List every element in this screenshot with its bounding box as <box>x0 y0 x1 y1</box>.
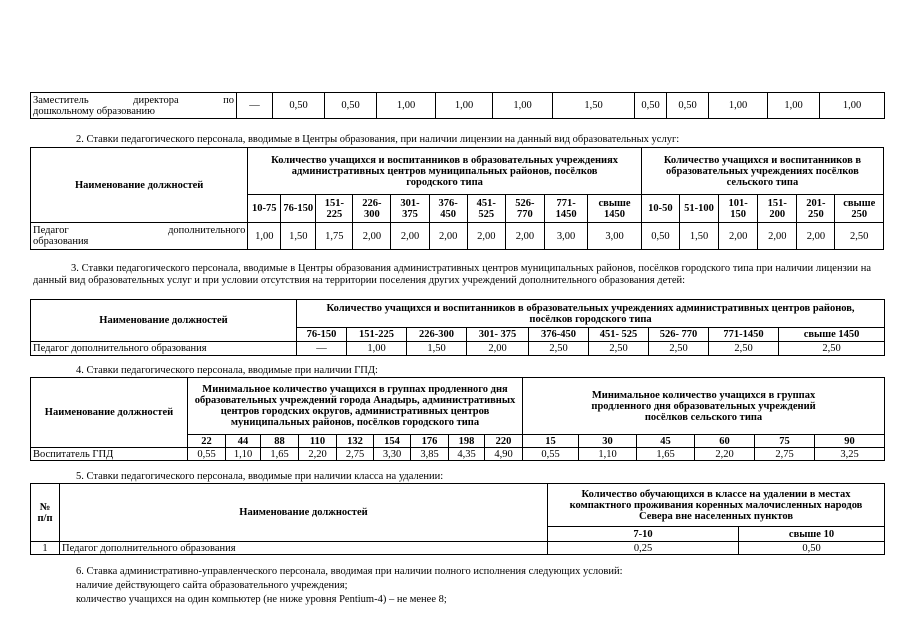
position-name-line2: дошкольному образованию <box>33 105 155 117</box>
range-header: свыше 1450 <box>779 328 885 342</box>
rate-cell: 1,00 <box>377 93 436 119</box>
number-column-header: № п/п <box>31 484 60 542</box>
rate-cell: 2,20 <box>299 448 337 461</box>
rate-cell: 3,25 <box>815 448 885 461</box>
rate-cell: 2,00 <box>353 223 391 250</box>
section-6-heading: 6. Ставка административно-управленческого персонала, вводимая при наличии полного исполнения следующих условий: <box>76 566 623 577</box>
range-header: 151-200 <box>758 195 797 223</box>
rate-cell: 1,00 <box>248 223 281 250</box>
rate-cell: 3,85 <box>411 448 449 461</box>
position-name <box>31 223 248 250</box>
count-header: 45 <box>637 435 695 448</box>
rate-cell: 2,00 <box>797 223 835 250</box>
position-name: Педагог дополнительного образования <box>31 342 297 356</box>
condition-line-2: количество учащихся на один компьютер (не ниже уровня Pentium-4) – не менее 8; <box>76 594 447 605</box>
range-header: 376-450 <box>429 195 467 223</box>
rate-cell: 2,50 <box>779 342 885 356</box>
position-name: Воспитатель ГПД <box>31 448 188 461</box>
rate-cell: 2,00 <box>758 223 797 250</box>
rate-cell: 2,75 <box>337 448 374 461</box>
table-continuation <box>30 92 885 119</box>
rate-cell: — <box>297 342 347 356</box>
rate-cell: 1,00 <box>493 93 553 119</box>
range-header: свыше 10 <box>739 527 885 542</box>
rate-cell: 2,50 <box>709 342 779 356</box>
row-number: 1 <box>31 542 60 555</box>
rate-cell: 2,00 <box>719 223 758 250</box>
rate-cell: 3,30 <box>374 448 411 461</box>
count-header: 22 <box>188 435 226 448</box>
range-header: 451- 525 <box>589 328 649 342</box>
rate-cell: 0,50 <box>667 93 709 119</box>
rate-cell: 1,00 <box>820 93 885 119</box>
name-column-header: Наименование должностей <box>60 484 548 542</box>
rate-cell: 2,75 <box>755 448 815 461</box>
rate-cell: 1,10 <box>226 448 261 461</box>
rate-cell: 2,50 <box>589 342 649 356</box>
urban-group-header: Количество учащихся и воспитанников в образовательных учреждениях административных центров муниципальных районов, посёлков городского типа <box>248 148 642 195</box>
range-header: 101-150 <box>719 195 758 223</box>
rate-cell: 2,00 <box>467 342 529 356</box>
range-header: 151-225 <box>316 195 353 223</box>
rural-group-header: Минимальное количество учащихся в группах продленного дня образовательных учреждений посёлков сельского типа <box>523 378 885 435</box>
range-header: 526- 770 <box>649 328 709 342</box>
rate-cell: 2,50 <box>835 223 884 250</box>
rate-cell: 1,65 <box>637 448 695 461</box>
rate-cell: 1,10 <box>579 448 637 461</box>
section-5-heading: 5. Ставки педагогического персонала, вводимые при наличии класса на удалении: <box>76 471 444 482</box>
position-name-line1: Педагог дополнительного <box>33 225 246 236</box>
section-3-heading: 3. Ставки педагогического персонала, вводимые в Центры образования административных центров муниципальных районов, посёлков городского типа при наличии лицензии на данный вид образовательных услуг и при условии отсутствия на территории поселения других учреждений дополнительного образования детей: <box>33 263 871 286</box>
count-header: 176 <box>411 435 449 448</box>
rate-cell: 0,50 <box>273 93 325 119</box>
range-header: свыше 250 <box>835 195 884 223</box>
count-header: 110 <box>299 435 337 448</box>
rate-cell: 1,50 <box>407 342 467 356</box>
section-2-heading: 2. Ставки педагогического персонала, вводимые в Центры образования, при наличии лицензии на данный вид образовательных услуг: <box>76 134 680 145</box>
rate-cell: 2,00 <box>467 223 505 250</box>
rate-cell: — <box>237 93 273 119</box>
urban-group-header: Минимальное количество учащихся в группах продленного дня образовательных учреждений города Анадырь, административных центров городских округов, административных центров муниципальных районов, посёлков городского типа <box>188 378 523 435</box>
rate-cell: 0,50 <box>641 223 679 250</box>
range-header: 226-300 <box>407 328 467 342</box>
rate-cell: 1,00 <box>436 93 493 119</box>
rate-cell: 3,00 <box>544 223 587 250</box>
range-header: 10-50 <box>641 195 679 223</box>
rate-cell: 2,50 <box>529 342 589 356</box>
rate-cell: 1,00 <box>347 342 407 356</box>
count-header: 132 <box>337 435 374 448</box>
position-name: Педагог дополнительного образования <box>60 542 548 555</box>
range-header: 771-1450 <box>544 195 587 223</box>
name-column-header: Наименование должностей <box>31 148 248 223</box>
count-header: 154 <box>374 435 411 448</box>
rate-cell: 0,50 <box>739 542 885 555</box>
rate-cell: 2,00 <box>429 223 467 250</box>
rural-group-header: Количество учащихся и воспитанников в образовательных учреждениях посёлков сельского типа <box>641 148 883 195</box>
rate-cell: 4,90 <box>485 448 523 461</box>
range-header: 7-10 <box>548 527 739 542</box>
table-section-3 <box>30 299 885 356</box>
position-name-line1: Заместитель директора по <box>33 94 234 106</box>
rate-cell: 1,75 <box>316 223 353 250</box>
rate-cell: 4,35 <box>449 448 485 461</box>
rate-cell: 2,20 <box>695 448 755 461</box>
section-4-heading: 4. Ставки педагогического персонала, вводимые при наличии ГПД: <box>76 365 378 376</box>
position-name <box>31 93 237 119</box>
range-header: 376-450 <box>529 328 589 342</box>
rate-cell: 0,50 <box>325 93 377 119</box>
count-header: 60 <box>695 435 755 448</box>
range-header: 51-100 <box>679 195 718 223</box>
rate-cell: 2,50 <box>649 342 709 356</box>
range-header: 451-525 <box>467 195 505 223</box>
group-header: Количество учащихся и воспитанников в образовательных учреждениях административных центров районов, посёлков городского типа <box>297 300 885 328</box>
count-header: 220 <box>485 435 523 448</box>
count-header: 88 <box>261 435 299 448</box>
rate-cell: 1,00 <box>709 93 768 119</box>
name-column-header: Наименование должностей <box>31 300 297 342</box>
rate-cell: 1,65 <box>261 448 299 461</box>
count-header: 75 <box>755 435 815 448</box>
range-header: 526-770 <box>505 195 544 223</box>
range-header: 771-1450 <box>709 328 779 342</box>
table-section-5 <box>30 483 885 555</box>
group-header: Количество обучающихся в классе на удалении в местах компактного проживания коренных малочисленных народов Севера вне населенных пунктов <box>548 484 885 527</box>
condition-line-1: наличие действующего сайта образовательного учреждения; <box>76 580 348 591</box>
rate-cell: 1,00 <box>768 93 820 119</box>
rate-cell: 0,55 <box>188 448 226 461</box>
count-header: 198 <box>449 435 485 448</box>
count-header: 90 <box>815 435 885 448</box>
range-header: 301-375 <box>391 195 429 223</box>
rate-cell: 0,50 <box>635 93 667 119</box>
rate-cell: 0,25 <box>548 542 739 555</box>
rate-cell: 3,00 <box>588 223 642 250</box>
range-header: 10-75 <box>248 195 281 223</box>
table-section-2 <box>30 147 884 250</box>
range-header: 201-250 <box>797 195 835 223</box>
range-header: 226-300 <box>353 195 391 223</box>
count-header: 15 <box>523 435 579 448</box>
position-name-line2: образования <box>33 236 89 247</box>
name-column-header: Наименование должностей <box>31 378 188 448</box>
range-header: 301- 375 <box>467 328 529 342</box>
table-section-4 <box>30 377 885 461</box>
count-header: 44 <box>226 435 261 448</box>
rate-cell: 2,00 <box>505 223 544 250</box>
rate-cell: 2,00 <box>391 223 429 250</box>
rate-cell: 1,50 <box>553 93 635 119</box>
range-header: 151-225 <box>347 328 407 342</box>
range-header: свыше 1450 <box>588 195 642 223</box>
range-header: 76-150 <box>281 195 316 223</box>
range-header: 76-150 <box>297 328 347 342</box>
rate-cell: 1,50 <box>281 223 316 250</box>
count-header: 30 <box>579 435 637 448</box>
rate-cell: 0,55 <box>523 448 579 461</box>
rate-cell: 1,50 <box>679 223 718 250</box>
